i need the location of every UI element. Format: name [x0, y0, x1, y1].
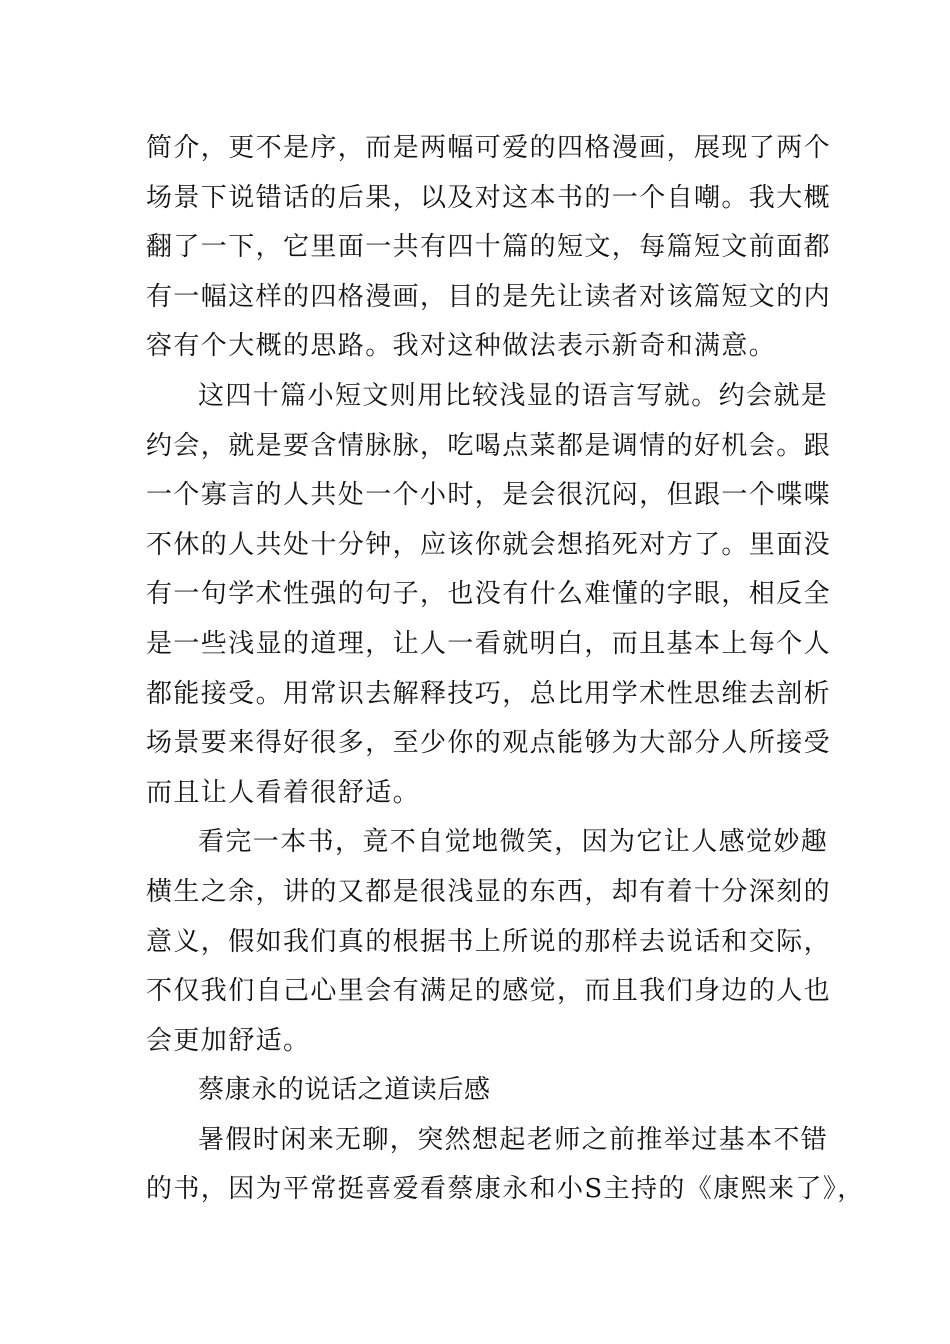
text-line: 是一些浅显的道理，让人一看就明白，而且基本上每个人: [146, 628, 832, 659]
text-line: 有一幅这样的四格漫画，目的是先让读者对该篇短文的内: [146, 281, 832, 312]
paragraph-start-line: 看完一本书，竟不自觉地微笑，因为它让人感觉妙趣: [198, 827, 829, 858]
text-line: 简介，更不是序，而是两幅可爱的四格漫画，展现了两个: [146, 133, 832, 163]
text-line: 容有个大概的思路。我对这种做法表示新奇和满意。: [146, 331, 777, 362]
text-line: 不仅我们自己心里会有满足的感觉，而且我们身边的人也: [146, 976, 832, 1007]
text-line: 一个寡言的人共处一个小时，是会很沉闷，但跟一个喋喋: [146, 480, 832, 511]
text-line: 意义，假如我们真的根据书上所说的那样去说话和交际，: [146, 926, 832, 957]
document-body: [146, 124, 865, 1215]
text-line: 都能接受。用常识去解释技巧，总比用学术性思维去剖析: [146, 678, 832, 709]
section-heading: 蔡康永的说话之道读后感: [198, 1075, 491, 1106]
text-line: 的书，因为平常挺喜爱看蔡康永和小S主持的《康熙来了》，: [146, 1174, 865, 1205]
text-line: 场景要来得好很多，至少你的观点能够为大部分人所接受: [146, 728, 832, 759]
text-line: 不休的人共处十分钟，应该你就会想掐死对方了。里面没: [146, 529, 832, 560]
text-line: 横生之余，讲的又都是很浅显的东西，却有着十分深刻的: [146, 876, 832, 907]
text-line: 有一句学术性强的句子，也没有什么难懂的字眼，相反全: [146, 579, 832, 610]
text-line: 约会，就是要含情脉脉，吃喝点菜都是调情的好机会。跟: [146, 430, 832, 461]
text-line: 而且让人看着很舒适。: [146, 777, 421, 808]
text-line: 场景下说错话的后果，以及对这本书的一个自嘲。我大概: [146, 182, 832, 213]
paragraph-start-line: 这四十篇小短文则用比较浅显的语言写就。约会就是: [198, 380, 829, 411]
text-line: 会更加舒适。: [146, 1025, 311, 1056]
text-line: 翻了一下，它里面一共有四十篇的短文，每篇短文前面都: [146, 232, 832, 263]
paragraph-start-line: 暑假时闲来无聊，突然想起老师之前推举过基本不错: [198, 1124, 829, 1155]
